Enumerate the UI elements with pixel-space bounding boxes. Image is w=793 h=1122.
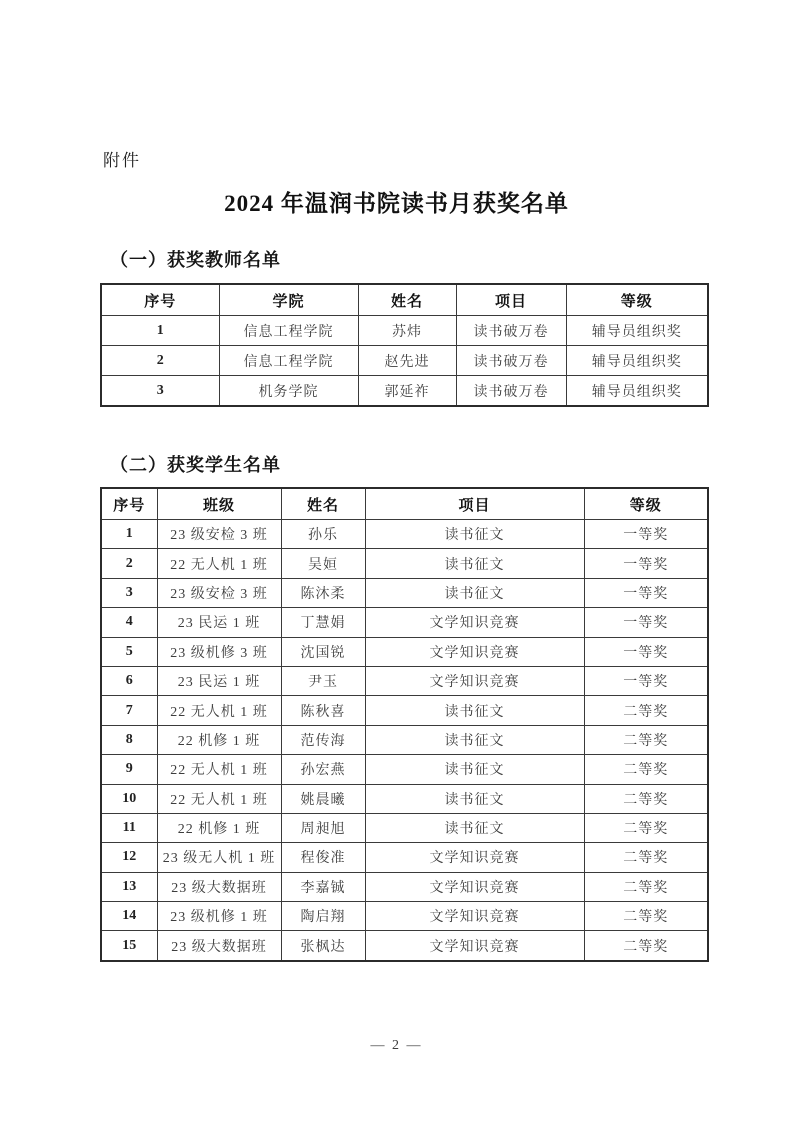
table-cell: 孙宏燕 — [281, 755, 365, 784]
column-header: 序号 — [101, 284, 219, 316]
table-cell: 辅导员组织奖 — [566, 346, 708, 376]
table-cell: 信息工程学院 — [219, 316, 358, 346]
table-cell: 范传海 — [281, 725, 365, 754]
table-cell: 姚晨曦 — [281, 784, 365, 813]
table-cell: 9 — [101, 755, 157, 784]
table-cell: 读书征文 — [365, 813, 584, 842]
column-header: 姓名 — [358, 284, 456, 316]
table-row — [101, 755, 708, 784]
table-row — [101, 316, 708, 346]
table-cell: 22 无人机 1 班 — [157, 696, 281, 725]
table-cell: 读书征文 — [365, 549, 584, 578]
table-cell: 23 级安检 3 班 — [157, 578, 281, 607]
table-cell: 读书破万卷 — [456, 376, 566, 407]
table-cell: 吴姮 — [281, 549, 365, 578]
table-cell: 23 级机修 1 班 — [157, 902, 281, 931]
table-row — [101, 376, 708, 407]
table-cell: 信息工程学院 — [219, 346, 358, 376]
table-cell: 6 — [101, 666, 157, 695]
table-cell: 二等奖 — [584, 755, 708, 784]
table-cell: 10 — [101, 784, 157, 813]
table-cell: 12 — [101, 843, 157, 872]
table-cell: 二等奖 — [584, 784, 708, 813]
table-cell: 读书征文 — [365, 725, 584, 754]
table-cell: 尹玉 — [281, 666, 365, 695]
table-cell: 22 机修 1 班 — [157, 725, 281, 754]
table-cell: 郭延祚 — [358, 376, 456, 407]
table-cell: 23 级无人机 1 班 — [157, 843, 281, 872]
document-title: 2024 年温润书院读书月获奖名单 — [224, 191, 569, 216]
table-row — [101, 696, 708, 725]
teacher-section-heading: （一）获奖教师名单 — [110, 250, 281, 270]
column-header: 学院 — [219, 284, 358, 316]
table-row — [101, 931, 708, 961]
table-cell: 23 级安检 3 班 — [157, 520, 281, 549]
column-header: 序号 — [101, 488, 157, 520]
table-cell: 5 — [101, 637, 157, 666]
table-cell: 一等奖 — [584, 578, 708, 607]
table-row — [101, 872, 708, 901]
table-cell: 2 — [101, 346, 219, 376]
table-row — [101, 813, 708, 842]
table-cell: 23 民运 1 班 — [157, 608, 281, 637]
table-cell: 22 无人机 1 班 — [157, 549, 281, 578]
column-header: 等级 — [584, 488, 708, 520]
column-header: 项目 — [456, 284, 566, 316]
table-cell: 23 级机修 3 班 — [157, 637, 281, 666]
column-header: 等级 — [566, 284, 708, 316]
table-cell: 陈沐柔 — [281, 578, 365, 607]
table-row — [101, 346, 708, 376]
table-cell: 3 — [101, 376, 219, 407]
table-cell: 丁慧娟 — [281, 608, 365, 637]
page-number: — 2 — — [370, 1038, 423, 1053]
table-cell: 二等奖 — [584, 902, 708, 931]
table-cell: 苏炜 — [358, 316, 456, 346]
table-cell: 一等奖 — [584, 666, 708, 695]
attachment-label: 附件 — [103, 151, 141, 170]
table-cell: 赵先进 — [358, 346, 456, 376]
table-cell: 一等奖 — [584, 608, 708, 637]
table-cell: 8 — [101, 725, 157, 754]
table-cell: 读书破万卷 — [456, 346, 566, 376]
table-cell: 23 民运 1 班 — [157, 666, 281, 695]
column-header: 班级 — [157, 488, 281, 520]
table-cell: 读书征文 — [365, 696, 584, 725]
table-cell: 张枫达 — [281, 931, 365, 961]
table-cell: 3 — [101, 578, 157, 607]
table-cell: 辅导员组织奖 — [566, 316, 708, 346]
table-cell: 22 无人机 1 班 — [157, 755, 281, 784]
table-cell: 读书破万卷 — [456, 316, 566, 346]
table-cell: 陶启翔 — [281, 902, 365, 931]
table-cell: 二等奖 — [584, 872, 708, 901]
table-row — [101, 608, 708, 637]
table-cell: 读书征文 — [365, 755, 584, 784]
table-cell: 陈秋喜 — [281, 696, 365, 725]
table-cell: 文学知识竞赛 — [365, 931, 584, 961]
column-header: 项目 — [365, 488, 584, 520]
column-header: 姓名 — [281, 488, 365, 520]
table-row — [101, 902, 708, 931]
table-cell: 二等奖 — [584, 843, 708, 872]
table-cell: 文学知识竞赛 — [365, 637, 584, 666]
table-cell: 程俊准 — [281, 843, 365, 872]
table-cell: 13 — [101, 872, 157, 901]
table-cell: 23 级大数据班 — [157, 872, 281, 901]
table-row — [101, 725, 708, 754]
table-row — [101, 520, 708, 549]
table-cell: 辅导员组织奖 — [566, 376, 708, 407]
table-cell: 4 — [101, 608, 157, 637]
table-cell: 23 级大数据班 — [157, 931, 281, 961]
table-row — [101, 637, 708, 666]
table-cell: 文学知识竞赛 — [365, 843, 584, 872]
table-cell: 读书征文 — [365, 578, 584, 607]
table-cell: 二等奖 — [584, 813, 708, 842]
table-cell: 一等奖 — [584, 520, 708, 549]
table-row — [101, 549, 708, 578]
table-cell: 一等奖 — [584, 637, 708, 666]
table-cell: 7 — [101, 696, 157, 725]
table-cell: 李嘉铖 — [281, 872, 365, 901]
table-cell: 孙乐 — [281, 520, 365, 549]
table-row — [101, 666, 708, 695]
table-cell: 文学知识竞赛 — [365, 872, 584, 901]
table-cell: 二等奖 — [584, 725, 708, 754]
table-cell: 一等奖 — [584, 549, 708, 578]
table-cell: 文学知识竞赛 — [365, 608, 584, 637]
table-header-row — [101, 488, 708, 520]
table-cell: 二等奖 — [584, 696, 708, 725]
table-cell: 14 — [101, 902, 157, 931]
table-cell: 沈国锐 — [281, 637, 365, 666]
table-cell: 11 — [101, 813, 157, 842]
table-cell: 二等奖 — [584, 931, 708, 961]
table-cell: 读书征文 — [365, 520, 584, 549]
table-cell: 22 机修 1 班 — [157, 813, 281, 842]
table-cell: 22 无人机 1 班 — [157, 784, 281, 813]
teacher-table — [100, 283, 709, 407]
table-row — [101, 784, 708, 813]
table-cell: 文学知识竞赛 — [365, 666, 584, 695]
student-section-heading: （二）获奖学生名单 — [110, 455, 281, 475]
table-cell: 1 — [101, 520, 157, 549]
table-header-row — [101, 284, 708, 316]
table-row — [101, 578, 708, 607]
table-cell: 读书征文 — [365, 784, 584, 813]
table-cell: 2 — [101, 549, 157, 578]
table-cell: 15 — [101, 931, 157, 961]
table-cell: 周昶旭 — [281, 813, 365, 842]
student-table — [100, 487, 709, 962]
table-cell: 机务学院 — [219, 376, 358, 407]
table-cell: 1 — [101, 316, 219, 346]
table-cell: 文学知识竞赛 — [365, 902, 584, 931]
table-row — [101, 843, 708, 872]
